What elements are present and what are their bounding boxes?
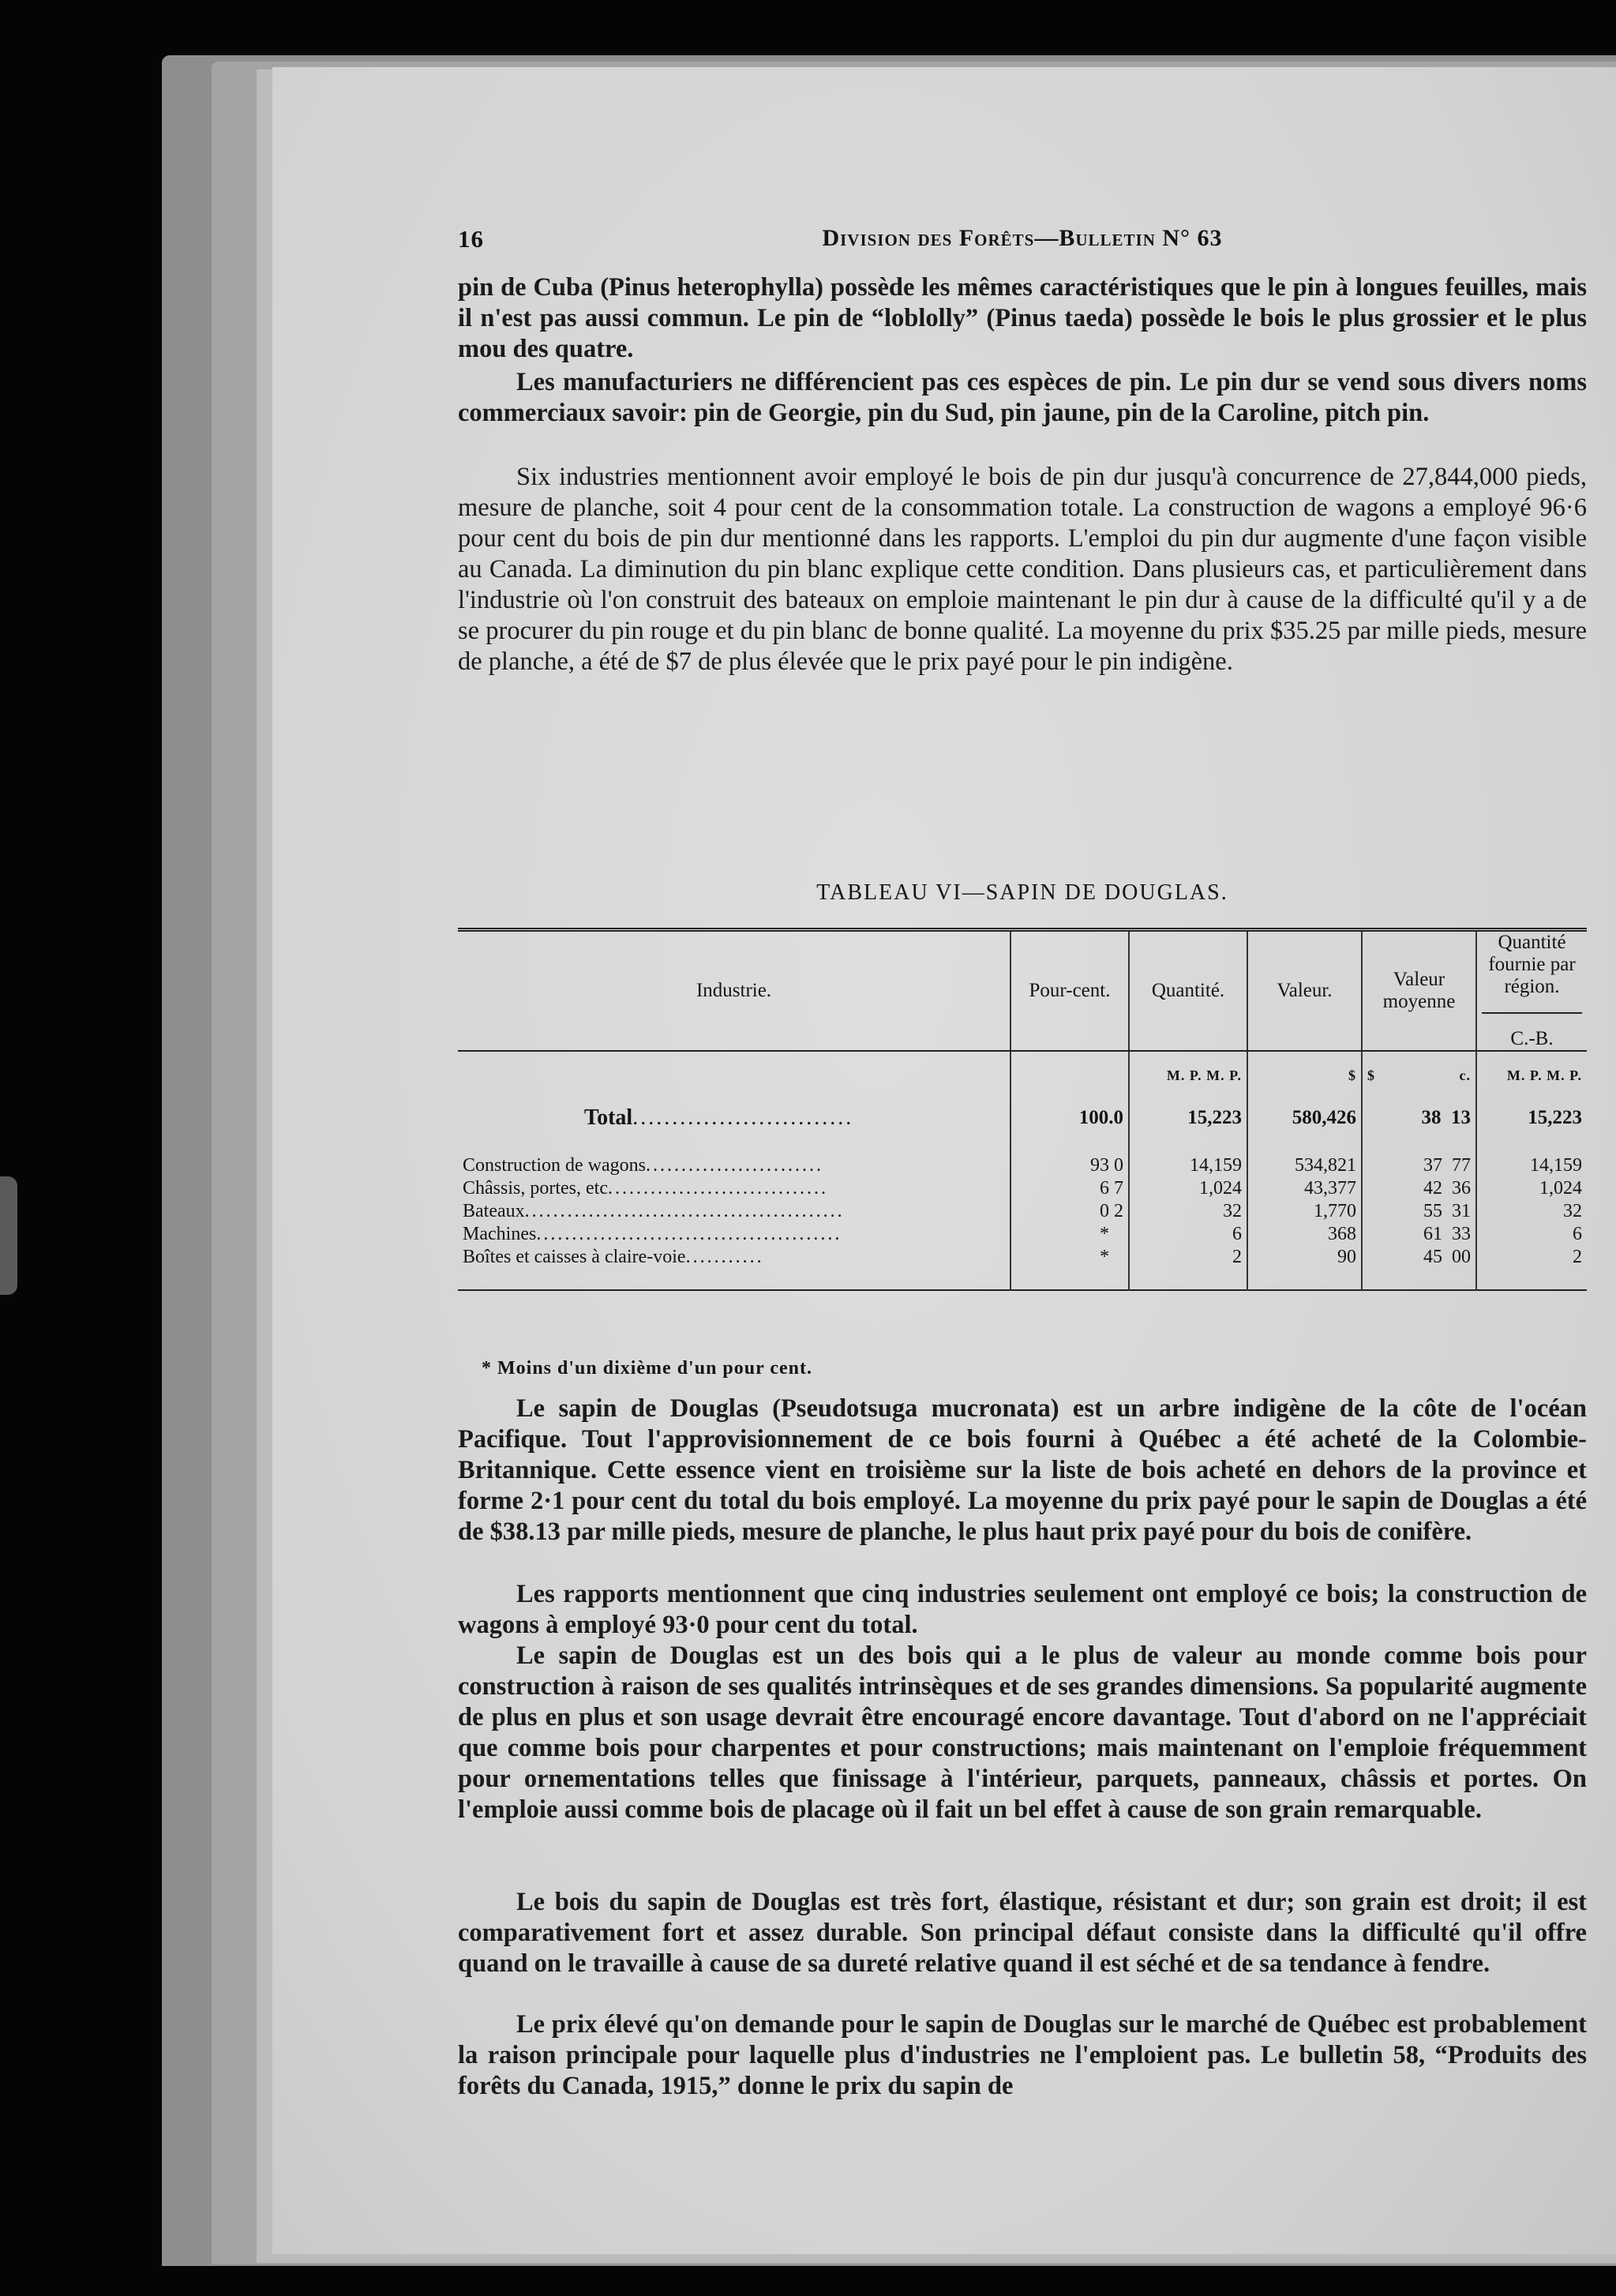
row-label: Boîtes et caisses à claire-voie........... [463,1247,764,1267]
row-avg-cents: 00 [1452,1247,1471,1267]
row-label: Construction de wagons......................... [463,1155,823,1176]
units-avg-cents: c. [1459,1067,1471,1083]
total-avg-cents: 13 [1451,1107,1471,1128]
row-label: Bateaux............................................. [463,1201,845,1221]
units-avg-dollars: $ [1367,1067,1375,1083]
row-avg [1362,1154,1476,1177]
row-avg-dollars: 42 [1423,1178,1442,1199]
paragraph-rapports: Les rapports mentionnent que cinq industries seulement ont employé ce bois; la construction de wagons à employé 93·0 pour cent du total. [458,1580,1587,1639]
row-region: 32 [1476,1200,1587,1223]
row-region: 1,024 [1476,1177,1587,1200]
row-percent-dec: 2 [1114,1201,1123,1221]
row-avg [1362,1223,1476,1246]
total-label-text: Total [584,1105,633,1130]
total-avg [1362,1099,1476,1137]
row-label-text: Machines [463,1224,537,1244]
running-header [458,225,1587,264]
row-region: 14,159 [1476,1154,1587,1177]
table-title: TABLEAU VI—SAPIN DE DOUGLAS. [816,880,1228,905]
paragraph-valeur-monde: Le sapin de Douglas est un des bois qui a le plus de valeur au monde comme bois pour construction à raison de ses qualités intrinsèques et de ses grandes dimensions. Sa popularité augmente de plus en plus et son usage devrait être encouragé encore davantage. Tout d'abord on ne l'appréciait que comme bois pour charpentes et pour constructions; mais maintenant on l'emploie fréquemment pour ornementations telles que finissage à l'intérieur, parquets, panneaux, châssis et portes. On l'emploie aussi comme bois de placage où il fait un bel effet à cause de son grain remarquable. [458,1641,1587,1824]
row-avg [1362,1200,1476,1223]
row-avg [1362,1246,1476,1269]
row-percent [1010,1223,1129,1246]
header-percent: Pour-cent. [1010,930,1129,1052]
units-region: M. P. M. P. [1476,1051,1587,1099]
paragraph-sapin-douglas: Le sapin de Douglas (Pseudotsuga mucronata) est un arbre indigène de la côte de l'océan Pacifique. Tout l'approvisionnement de ce bois fourni à Québec a été acheté de la Colombie-Britannique. Cette essence vient en troisième sur la liste de bois acheté en dehors de la province et forme 2·1 pour cent du total du bois employé. La moyenne du prix payé pour le sapin de Douglas a été de $38.13 par mille pieds, mesure de planche, le plus haut prix payé pour du bois de conifère. [458,1394,1587,1546]
row-percent-dec: 7 [1114,1178,1123,1199]
header-avg-value: Valeur moyenne [1362,930,1476,1052]
row-percent [1010,1200,1129,1223]
row-percent [1010,1246,1129,1269]
row-quantity: 6 [1129,1223,1247,1246]
row-avg-dollars: 55 [1423,1201,1442,1221]
row-value: 1,770 [1247,1200,1362,1223]
row-avg-dollars: 37 [1423,1155,1442,1176]
scanned-page [272,67,1616,2254]
row-avg-dollars: 45 [1423,1247,1442,1267]
total-percent: 100.0 [1010,1099,1129,1137]
row-value: 368 [1247,1223,1362,1246]
scan-glare [0,1176,17,1295]
header-region-qty: Quantité fournie par région. [1488,932,1576,997]
units-percent [1010,1051,1129,1099]
row-percent-int: 93 [1090,1155,1109,1176]
row-label-text: Bateaux [463,1201,525,1221]
row-region: 2 [1476,1246,1587,1269]
row-label-text: Boîtes et caisses à claire-voie [463,1247,686,1267]
header-industry: Industrie. [458,930,1010,1052]
table-douglas [458,928,1587,1291]
units-quantity: M. P. M. P. [1129,1051,1247,1099]
table-row [458,1223,1587,1246]
row-label: Châssis, portes, etc............................... [463,1178,828,1199]
row-value: 43,377 [1247,1177,1362,1200]
row-avg-cents: 31 [1452,1201,1471,1221]
header-quantity: Quantité. [1129,930,1247,1052]
row-value: 534,821 [1247,1154,1362,1177]
row-quantity: 2 [1129,1246,1247,1269]
row-value: 90 [1247,1246,1362,1269]
paragraph-manufacturiers: Les manufacturiers ne différencient pas ces espèces de pin. Le pin dur se vend sous divers noms commerciaux savoir: pin de Georgie, pin du Sud, pin jaune, pin de la Caroline, pitch pin. [458,368,1587,427]
data-table [458,928,1587,1291]
header-region-cb: C.-B. [1482,1012,1582,1050]
total-avg-dollars: 38 [1421,1107,1442,1128]
page-number: 16 [458,225,484,253]
row-percent-int: * [1100,1247,1109,1267]
row-percent-int: * [1100,1224,1109,1244]
table-row [458,1200,1587,1223]
row-quantity: 14,159 [1129,1154,1247,1177]
table-footnote: * Moins d'un dixième d'un pour cent. [482,1358,812,1379]
row-avg-cents: 33 [1452,1224,1471,1244]
units-avg [1362,1051,1476,1099]
total-region: 15,223 [1476,1099,1587,1137]
row-avg-cents: 36 [1452,1178,1471,1199]
row-avg-dollars: 61 [1423,1224,1442,1244]
table-row [458,1154,1587,1177]
row-label: Machines........................................... [463,1224,842,1244]
row-quantity: 1,024 [1129,1177,1247,1200]
running-title: Division des Forêts—Bulletin N° 63 [822,225,1223,251]
row-percent [1010,1154,1129,1177]
total-label: Total............................ [584,1105,854,1130]
row-percent-int: 6 [1100,1178,1109,1199]
units-value: $ [1247,1051,1362,1099]
paragraph-pin-cuba: pin de Cuba (Pinus heterophylla) possède les mêmes caractéristiques que le pin à longues feuilles, mais il n'est pas aussi commun. Le pin de “loblolly” (Pinus taeda) possède le bois le plus grossier et le plus mou des quatre. [458,273,1587,363]
table-row [458,1177,1587,1200]
row-quantity: 32 [1129,1200,1247,1223]
paragraph-six-industries: Six industries mentionnent avoir employé le bois de pin dur jusqu'à concurrence de 27,844,000 pieds, mesure de planche, soit 4 pour cent de la consommation totale. La construction de wagons a employé 96·6 pour cent du bois de pin dur mentionné dans les rapports. L'emploi du pin dur augmente d'une façon visible au Canada. La diminution du pin blanc explique cette condition. Dans plusieurs cas, et particulièrement dans l'industrie où l'on construit des bateaux on emploie maintenant le pin dur à cause de la difficulté qu'il y a de se procurer du pin rouge et du pin blanc de bonne qualité. La moyenne du prix $35.25 par mille pieds, mesure de planche, a été de $7 de plus élevée que le prix payé pour le pin indigène. [458,463,1587,676]
units-spacer [458,1051,1010,1099]
paragraph-bois-fort: Le bois du sapin de Douglas est très fort, élastique, résistant et dur; son grain est droit; il est comparativement fort et assez durable. Son principal défaut consiste dans la difficulté qu'il offre quand on le travaille à cause de sa dureté relative quand il est séché et de sa tendance à fendre. [458,1888,1587,1978]
total-value: 580,426 [1247,1099,1362,1137]
row-label-text: Construction de wagons [463,1155,646,1176]
row-region: 6 [1476,1223,1587,1246]
table-row [458,1246,1587,1269]
row-label-text: Châssis, portes, etc [463,1178,608,1199]
total-quantity: 15,223 [1129,1099,1247,1137]
row-avg-cents: 77 [1452,1155,1471,1176]
row-avg [1362,1177,1476,1200]
header-region [1476,930,1587,1052]
paragraph-prix-eleve: Le prix élevé qu'on demande pour le sapin de Douglas sur le marché de Québec est probablement la raison principale pour laquelle plus d'industries ne l'emploient pas. Le bulletin 58, “Produits des forêts du Canada, 1915,” donne le prix du sapin de [458,2010,1587,2100]
header-value: Valeur. [1247,930,1362,1052]
row-percent-int: 0 [1100,1201,1109,1221]
row-percent [1010,1177,1129,1200]
row-percent-dec: 0 [1114,1155,1123,1176]
